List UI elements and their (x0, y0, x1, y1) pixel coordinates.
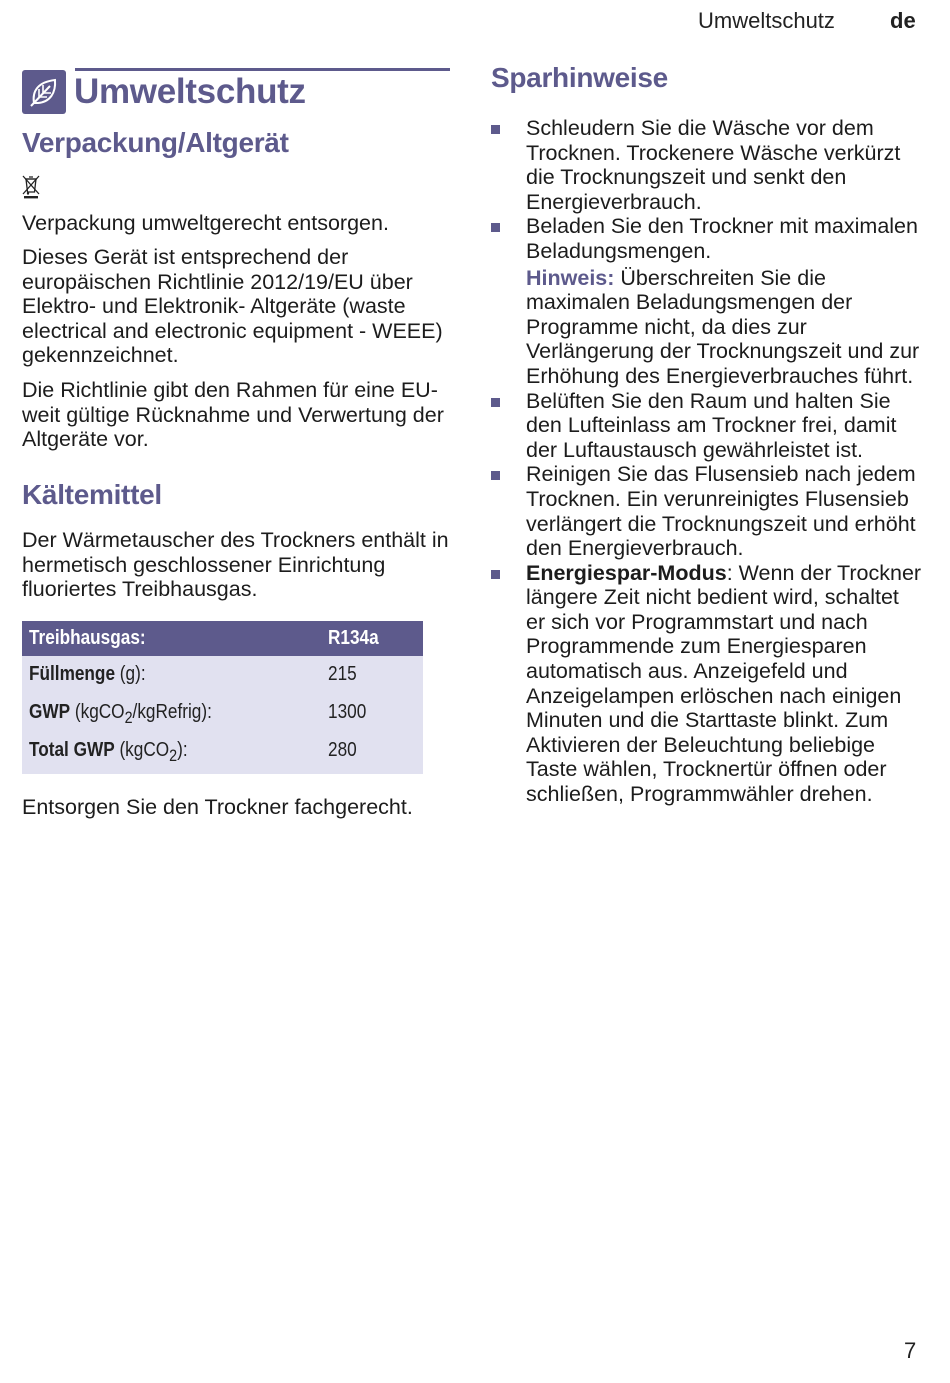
tip-text: Schleudern Sie die Wäsche vor dem Trocknen. Trockenere Wäsche verkürzt die Trocknungszeit und senkt den Energieverbrauch. (526, 116, 901, 214)
list-item (491, 462, 923, 560)
crossed-out-wheelie-bin-icon (22, 175, 40, 204)
row-label-unit: (kgCO (70, 701, 125, 723)
packaging-heading: Verpackung/Altgerät (22, 127, 289, 158)
packaging-paragraph-3: Die Richtlinie gibt den Rahmen für eine EU-weit gültige Rücknahme und Verwertung der Altgeräte vor. (22, 378, 444, 452)
savings-tips-list (491, 116, 923, 807)
refrigerant-paragraph: Der Wärmetauscher des Trockners enthält in hermetisch geschlossener Einrichtung fluoriertes Treibhausgas. (22, 528, 449, 602)
table-row (22, 732, 423, 774)
row-value: 215 (328, 663, 357, 685)
table-row (22, 656, 423, 694)
page-title: Umweltschutz (74, 72, 306, 111)
dispose-paragraph: Entsorgen Sie den Trockner fachgerecht. (22, 795, 413, 819)
row-value: 1300 (328, 701, 367, 723)
refrigerant-heading: Kältemittel (22, 479, 162, 510)
leaf-icon (22, 70, 66, 114)
hint-note (526, 266, 923, 389)
square-bullet-icon (491, 398, 500, 407)
table-header-row (22, 621, 423, 656)
tip-text: : Wenn der Trockner längere Zeit nicht bedient wird, schaltet er sich vor Programmstart und nach Programmende zum Energiesparen automatisch aus. Anzeigefeld und Anzeigelampen erlöschen nach einigen Minuten und die Starttaste blinkt. Zum Aktivieren der Beleuchtung beliebige Taste wählen, Trocknertür öffnen oder schließen, Programmwähler drehen. (526, 560, 922, 807)
language-code: de (890, 8, 916, 33)
list-item (491, 561, 923, 807)
row-label-unit-end: ): (177, 739, 188, 761)
tip-text: Belüften Sie den Raum und halten Sie den Lufteinlass am Trockner frei, damit der Luftaustausch gewährleistet ist. (526, 388, 897, 462)
list-item (491, 389, 923, 463)
row-label-unit: (kgCO (114, 739, 170, 761)
table-row (22, 694, 423, 732)
row-value: 280 (328, 739, 357, 761)
refrigerant-table (22, 621, 423, 774)
hint-label: Hinweis: (526, 265, 615, 290)
table-header-value: R134a (328, 627, 379, 649)
main-heading (22, 70, 306, 114)
row-label-subscript: 2 (169, 746, 178, 765)
list-item (491, 116, 923, 214)
row-label-bold: Total GWP (29, 739, 115, 761)
row-label-subscript: 2 (124, 708, 133, 727)
row-label-bold: GWP (29, 701, 71, 723)
square-bullet-icon (491, 570, 500, 579)
hint-text: Überschreiten Sie die maximalen Beladungsmengen der Programme nicht, da dies zur Verlängerung der Trocknungszeit und zur Erhöhung des Energieverbrauches führt. (526, 265, 920, 388)
square-bullet-icon (491, 471, 500, 480)
row-label-unit: (g): (115, 663, 146, 685)
page-number: 7 (904, 1338, 917, 1363)
packaging-paragraph-1: Verpackung umweltgerecht entsorgen. (22, 211, 389, 235)
row-label-bold: Füllmenge (29, 663, 116, 685)
row-label-unit-end: /kgRefrig): (132, 701, 212, 723)
tip-bold-term: Energiespar-Modus (526, 560, 727, 585)
tip-text: Beladen Sie den Trockner mit maximalen Beladungsmengen. (526, 214, 918, 263)
tip-text: Reinigen Sie das Flusensieb nach jedem Trocknen. Ein verunreinigtes Flusensieb verlängert die Trocknungszeit und erhöht den Energieverbrauch. (526, 462, 916, 561)
table-header-label: Treibhausgas: (29, 627, 146, 649)
savings-heading: Sparhinweise (491, 62, 668, 93)
square-bullet-icon (491, 223, 500, 232)
square-bullet-icon (491, 125, 500, 134)
running-header-title: Umweltschutz (698, 8, 835, 33)
packaging-paragraph-2: Dieses Gerät ist entsprechend der europäischen Richtlinie 2012/19/EU über Elektro- und Elektronik- Altgeräte (waste electrical and electronic equipment - WEEE) gekennzeichnet. (22, 245, 443, 368)
list-item (491, 214, 923, 388)
